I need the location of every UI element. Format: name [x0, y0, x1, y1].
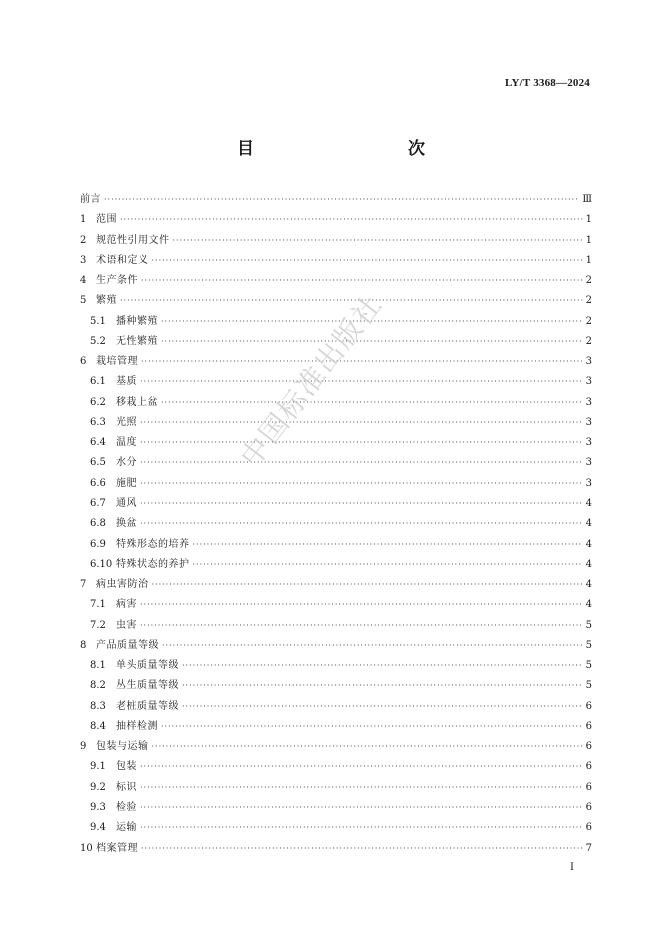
toc-entry-label: 光照 — [116, 416, 137, 428]
dot-leader — [104, 190, 579, 210]
toc-entry-page: 2 — [585, 315, 592, 327]
toc-entry-page: 1 — [585, 214, 592, 226]
toc-entry-page: 5 — [585, 639, 592, 651]
toc-entry-number: 6 — [80, 356, 87, 368]
dot-leader — [120, 210, 583, 230]
toc-entry[interactable] — [80, 271, 592, 291]
toc-entry-number: 10 — [80, 842, 93, 854]
toc-entry-page: 4 — [585, 518, 592, 530]
dot-leader — [161, 332, 583, 352]
dot-leader — [140, 616, 583, 636]
toc-entry[interactable] — [80, 717, 592, 737]
toc-entry-number: 6.8 — [90, 518, 106, 530]
dot-leader — [182, 676, 583, 696]
toc-entry-number: 6.1 — [90, 376, 106, 388]
toc-entry-page: 2 — [585, 335, 592, 347]
toc-entry-number: 8 — [80, 639, 87, 651]
toc-entry-number: 6.10 — [90, 558, 113, 570]
toc-entry-label: 单头质量等级 — [116, 660, 179, 672]
toc-entry[interactable] — [80, 798, 592, 818]
toc-entry-label: 包装 — [116, 761, 137, 773]
toc-entry-number: 7.1 — [90, 599, 106, 611]
toc-entry[interactable] — [80, 413, 592, 433]
toc-entry-label: 术语和定义 — [96, 254, 149, 266]
toc-entry-page: 6 — [585, 700, 592, 712]
toc-entry-page: 3 — [585, 437, 592, 449]
dot-leader — [140, 372, 583, 392]
toc-entry-label: 通风 — [116, 497, 137, 509]
dot-leader — [182, 656, 583, 676]
toc-entry[interactable] — [80, 555, 592, 575]
dot-leader — [161, 717, 583, 737]
toc-entry[interactable] — [80, 839, 592, 859]
dot-leader — [140, 798, 583, 818]
toc-entry-page: 1 — [585, 254, 592, 266]
toc-entry-label: 丛生质量等级 — [116, 680, 179, 692]
toc-entry-page: 3 — [585, 477, 592, 489]
dot-leader — [140, 778, 583, 798]
toc-entry-label: 抽样检测 — [116, 720, 158, 732]
toc-entry-label: 运输 — [116, 822, 137, 834]
toc-entry-label: 规范性引用文件 — [96, 234, 170, 246]
dot-leader — [161, 393, 583, 413]
table-of-contents — [80, 190, 592, 859]
toc-entry[interactable] — [80, 453, 592, 473]
toc-entry-label: 包装与运输 — [96, 741, 149, 753]
toc-entry[interactable] — [80, 575, 592, 595]
toc-entry[interactable] — [80, 778, 592, 798]
dot-leader — [140, 413, 583, 433]
dot-leader — [140, 514, 583, 534]
toc-entry-label: 生产条件 — [96, 275, 138, 287]
toc-entry-number: 6.9 — [90, 538, 106, 550]
toc-entry-page: Ⅲ — [582, 194, 592, 205]
toc-entry-number: 6.5 — [90, 457, 106, 469]
toc-entry[interactable] — [80, 231, 592, 251]
toc-entry-label: 产品质量等级 — [96, 639, 159, 651]
toc-entry-page: 7 — [585, 842, 592, 854]
toc-entry-label: 病虫害防治 — [96, 579, 149, 591]
toc-entry[interactable] — [80, 656, 592, 676]
toc-entry-number: 1 — [80, 214, 87, 226]
dot-leader — [140, 453, 583, 473]
toc-entry-number: 9.3 — [90, 801, 106, 813]
toc-entry-label: 施肥 — [116, 477, 137, 489]
dot-leader — [140, 433, 583, 453]
toc-entry[interactable] — [80, 737, 592, 757]
toc-entry-label: 特殊状态的养护 — [116, 558, 190, 570]
toc-entry-label: 繁殖 — [96, 295, 117, 307]
toc-entry[interactable] — [80, 818, 592, 838]
toc-entry-page: 4 — [585, 497, 592, 509]
toc-entry[interactable] — [80, 757, 592, 777]
toc-entry-page: 3 — [585, 457, 592, 469]
toc-entry-number: 7 — [80, 579, 87, 591]
dot-leader — [140, 818, 583, 838]
toc-entry-page: 6 — [585, 801, 592, 813]
toc-entry-number: 8.4 — [90, 720, 106, 732]
toc-entry-number: 6.7 — [90, 497, 106, 509]
toc-entry-page: 6 — [585, 720, 592, 732]
dot-leader — [152, 737, 583, 757]
toc-entry-page: 6 — [585, 822, 592, 834]
toc-entry-label: 水分 — [116, 457, 137, 469]
page-number: Ⅰ — [570, 862, 574, 873]
toc-entry[interactable] — [80, 595, 592, 615]
toc-entry-label: 检验 — [116, 801, 137, 813]
toc-entry-page: 1 — [585, 234, 592, 246]
toc-entry-label: 无性繁殖 — [116, 335, 158, 347]
toc-entry-label: 温度 — [116, 437, 137, 449]
toc-entry-page: 3 — [585, 376, 592, 388]
toc-entry-label: 老桩质量等级 — [116, 700, 179, 712]
dot-leader — [140, 595, 583, 615]
dot-leader — [193, 535, 583, 555]
toc-entry[interactable] — [80, 210, 592, 230]
dot-leader — [162, 636, 583, 656]
toc-entry-label: 特殊形态的培养 — [116, 538, 190, 550]
toc-entry-page: 5 — [585, 660, 592, 672]
dot-leader — [140, 494, 583, 514]
toc-entry-page: 4 — [585, 538, 592, 550]
toc-entry[interactable] — [80, 514, 592, 534]
toc-entry-number: 8.3 — [90, 700, 106, 712]
toc-entry-number: 6.4 — [90, 437, 106, 449]
toc-entry-number: 8.1 — [90, 660, 106, 672]
toc-entry-label: 标识 — [116, 781, 137, 793]
toc-entry[interactable] — [80, 393, 592, 413]
toc-entry-label: 移栽上盆 — [116, 396, 158, 408]
toc-entry-page: 2 — [585, 295, 592, 307]
toc-entry-number: 9.2 — [90, 781, 106, 793]
toc-entry-number: 9.1 — [90, 761, 106, 773]
toc-entry-page: 3 — [585, 396, 592, 408]
toc-entry[interactable] — [80, 474, 592, 494]
toc-entry-page: 6 — [585, 781, 592, 793]
toc-entry[interactable] — [80, 636, 592, 656]
toc-entry-page: 3 — [585, 416, 592, 428]
page-title: 目 次 — [237, 139, 465, 159]
toc-entry-number: 5.1 — [90, 315, 106, 327]
toc-entry-label: 范围 — [96, 214, 117, 226]
toc-entry-label: 虫害 — [116, 619, 137, 631]
toc-entry[interactable] — [80, 535, 592, 555]
dot-leader — [140, 757, 583, 777]
toc-entry[interactable] — [80, 676, 592, 696]
toc-entry[interactable] — [80, 616, 592, 636]
toc-entry-label: 基质 — [116, 376, 137, 388]
toc-entry-number: 4 — [80, 275, 87, 287]
toc-entry[interactable] — [80, 291, 592, 311]
dot-leader — [152, 575, 583, 595]
toc-entry-number: 6.6 — [90, 477, 106, 489]
toc-entry-number: 3 — [80, 254, 87, 266]
toc-entry-number: 5 — [80, 295, 87, 307]
standard-code: LY/T 3368—2024 — [504, 77, 590, 89]
toc-entry-label: 栽培管理 — [96, 356, 138, 368]
dot-leader — [173, 231, 583, 251]
toc-entry-number: 9 — [80, 741, 87, 753]
dot-leader — [141, 839, 583, 859]
watermark: 中国标准出版社 — [233, 287, 390, 474]
dot-leader — [193, 555, 583, 575]
toc-entry-label: 换盆 — [116, 518, 137, 530]
dot-leader — [140, 474, 583, 494]
toc-entry[interactable] — [80, 251, 592, 271]
toc-entry-page: 5 — [585, 680, 592, 692]
toc-entry-page: 4 — [585, 579, 592, 591]
toc-entry-label: 播种繁殖 — [116, 315, 158, 327]
toc-entry-number: 9.4 — [90, 822, 106, 834]
toc-entry[interactable] — [80, 433, 592, 453]
toc-entry-number: 2 — [80, 234, 87, 246]
toc-entry-page: 5 — [585, 619, 592, 631]
toc-entry-number: 6.2 — [90, 396, 106, 408]
dot-leader — [152, 251, 583, 271]
toc-entry-page: 6 — [585, 741, 592, 753]
toc-entry[interactable] — [80, 190, 592, 210]
toc-entry-number: 8.2 — [90, 680, 106, 692]
toc-entry-label: 病害 — [116, 599, 137, 611]
toc-entry-label: 档案管理 — [96, 842, 138, 854]
toc-entry-number: 5.2 — [90, 335, 106, 347]
toc-entry-page: 3 — [585, 356, 592, 368]
toc-entry-page: 4 — [585, 558, 592, 570]
toc-entry-page: 4 — [585, 599, 592, 611]
dot-leader — [182, 697, 583, 717]
toc-entry-number: 7.2 — [90, 619, 106, 631]
toc-entry[interactable] — [80, 494, 592, 514]
toc-entry[interactable] — [80, 697, 592, 717]
dot-leader — [141, 352, 583, 372]
toc-entry-page: 2 — [585, 275, 592, 287]
toc-entry-number: 6.3 — [90, 416, 106, 428]
toc-entry-label: 前言 — [80, 194, 101, 205]
toc-entry-page: 6 — [585, 761, 592, 773]
